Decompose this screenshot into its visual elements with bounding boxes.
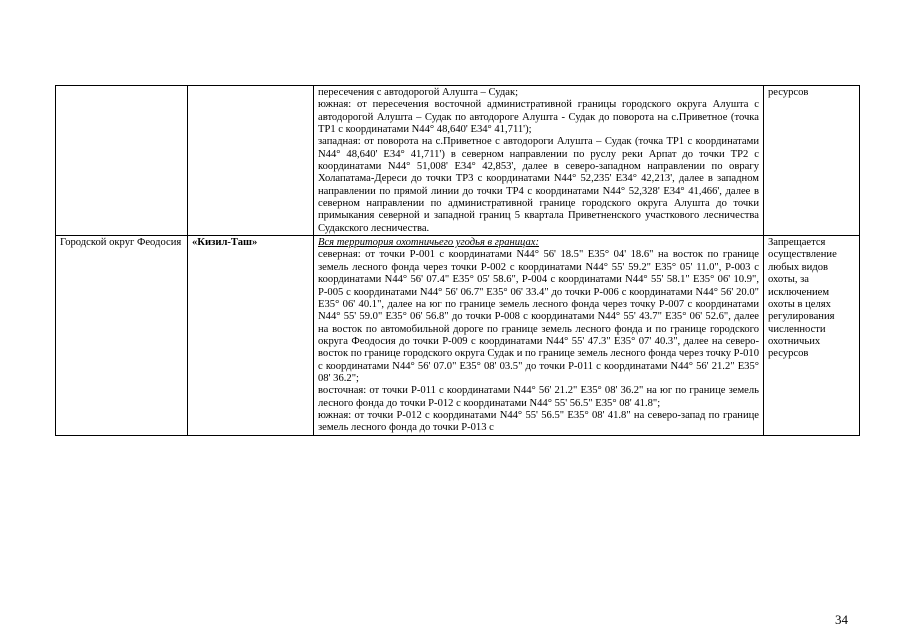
boundary-paragraph: западная: от поворота на с.Приветное с автодороги Алушта – Судак (точка ТР1 с координатами N44° 48,640' E34° 41,711') в северном направлении по руслу реки Арпат до точки ТР2 с координатами N44° 51,008' E34° 42,853', далее в северо-западном направлении по оврагу Холапатама-Дереси до точки ТР3 с координатами N44° 52,235' E34° 42,213', далее в западном направлении по прямой линии до точки ТР4 с координатами N44° 52,328' E34° 41,466', далее в северном направлении по административной границе городского округа Алушта до точки примыкания северной и западной границ 5 квартала Приветненского участкового лесничества Судакского лесничества.	[318, 136, 759, 234]
boundary-paragraph: северная: от точки P-001 с координатами N44° 56' 18.5" E35° 04' 18.6" на восток по границе земель лесного фонда через точки P-002 с координатами N44° 55' 59.2" E35° 05' 11.0", P-003 с координатами N44° 56' 07.4" E35° 05' 58.6", P-004 с координатами N44° 55' 58.1" E35° 06' 10.9", P-005 с координатами N44° 56' 06.7" E35° 06' 33.4" до точки P-006 с координатами N44° 56' 20.0" E35° 06' 40.1", далее на юг по границе земель лесного фонда через точку P-007 с координатами N44° 55' 59.0" E35° 06' 56.8" до точки P-008 с координатами N44° 55' 43.7" E35° 06' 52.6", далее на восток по автомобильной дороге по границе земель лесного фонда и по границе городского округа Феодосия до точки P-009 с координатами N44° 55' 47.3" E35° 07' 40.3", далее на северо-восток по границе городского округа Судак и по границе земель лесного фонда через точку P-010 с координатами N44° 56' 07.0" E35° 08' 03.5" до точки P-011 с координатами N44° 56' 21.2" E35° 08' 36.2";	[318, 249, 759, 384]
boundary-description-cell	[314, 236, 764, 436]
table-row	[56, 86, 860, 236]
hunting-ground-name-cell: «Кизил-Таш»	[188, 236, 314, 436]
boundary-description-cell	[314, 86, 764, 236]
page-number: 34	[835, 612, 848, 627]
municipality-cell	[56, 86, 188, 236]
boundary-paragraph: южная: от пересечения восточной административной границы городского округа Алушта с автодорогой Алушта – Судак по автодороге Алушта - Судак до поворота на с.Приветное (точка ТР1 с координатами N44° 48,640' E34° 41,711');	[318, 99, 759, 136]
hunting-ground-name-cell	[188, 86, 314, 236]
document-table	[55, 85, 860, 436]
municipality-cell: Городской округ Феодосия	[56, 236, 188, 436]
territory-header: Вся территория охотничьего угодья в границах:	[318, 237, 540, 249]
table-row	[56, 236, 860, 436]
restriction-cell: ресурсов	[764, 86, 860, 236]
boundary-paragraph: южная: от точки P-012 с координатами N44° 55' 56.5" E35° 08' 41.8" на северо-запад по границе земель лесного фонда до точки P-013 с	[318, 409, 759, 434]
boundary-paragraph: пересечения с автодорогой Алушта – Судак;	[318, 87, 519, 98]
restriction-cell: Запрещается осуществление любых видов охоты, за исключением охоты в целях регулирования численности охотничьих ресурсов	[764, 236, 860, 436]
boundary-paragraph: восточная: от точки P-011 с координатами N44° 56' 21.2" E35° 08' 36.2" на юг по границе земель лесного фонда до точки P-012 с координатами N44° 55' 56.5" E35° 08' 41.8";	[318, 385, 759, 409]
